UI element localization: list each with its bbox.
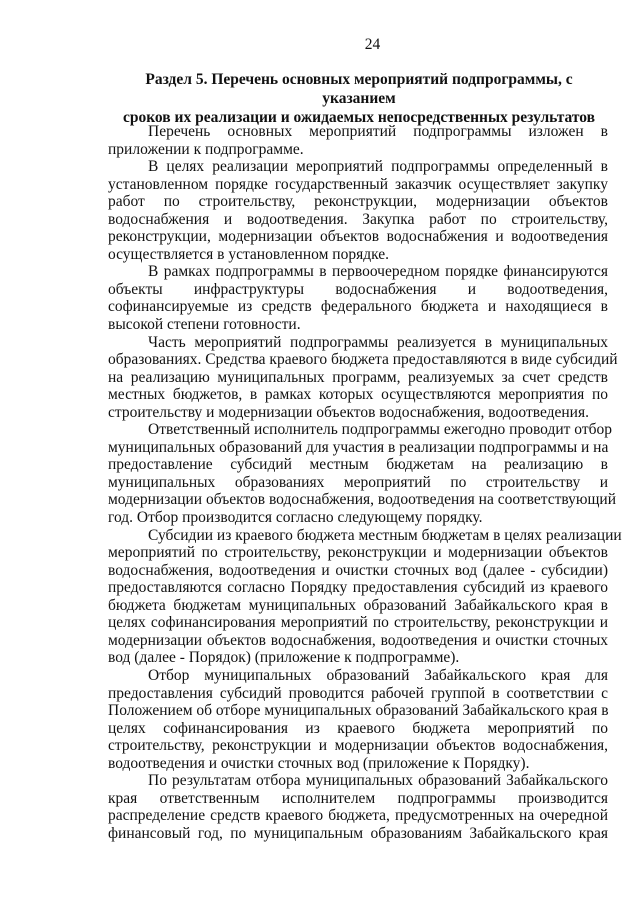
paragraph-line: строительству и модернизации объектов водоснабжения, водоотведения. xyxy=(108,403,589,421)
paragraph-line: осуществляется в установленном порядке. xyxy=(108,245,389,263)
paragraph-line: модернизации объектов водоснабжения, водоотведения на соответствующий xyxy=(108,491,617,509)
paragraph-line: водоснабжения и водоотведения. Закупка работ по строительству, xyxy=(108,210,608,228)
paragraph-line: строительству, реконструкции и модернизации объектов водоснабжения, xyxy=(108,737,608,755)
paragraph-line: муниципальных образований для участия в реализации подпрограммы и на xyxy=(108,438,609,456)
paragraph xyxy=(108,123,608,158)
paragraph xyxy=(108,421,617,527)
paragraph-line: приложении к подпрограмме. xyxy=(108,140,304,158)
paragraph-line: на реализацию муниципальных программ, реализуемых за счет средств xyxy=(108,368,608,386)
paragraph-line: Субсидии из краевого бюджета местным бюджетам в целях реализации xyxy=(148,526,622,544)
section-title-line: Раздел 5. Перечень основных мероприятий подпрограммы, с указанием xyxy=(145,71,573,107)
paragraph-line: целях софинансирования мероприятий по строительству, реконструкции и xyxy=(108,614,608,632)
paragraph xyxy=(108,333,618,422)
paragraph-line: вод (далее - Порядок) (приложение к подпрограмме). xyxy=(108,649,460,667)
paragraph xyxy=(108,158,608,263)
paragraph-line: реконструкции, модернизации объектов водоснабжения и водоотведения xyxy=(108,228,608,246)
paragraph-line: мероприятий по строительству, реконструкции и модернизации объектов xyxy=(108,544,608,562)
paragraph-line: установленном порядке государственный заказчик осуществляет закупку xyxy=(108,175,608,193)
paragraph xyxy=(108,526,622,667)
paragraph-line: В целях реализации мероприятий подпрограммы определенный в xyxy=(148,158,608,176)
paragraph-line: По результатам отбора муниципальных образований Забайкальского xyxy=(148,772,608,790)
paragraph-line: год. Отбор производится согласно следующему порядку. xyxy=(108,509,483,527)
document-body xyxy=(108,123,622,842)
paragraph-line: объекты инфраструктуры водоснабжения и водоотведения, xyxy=(108,280,608,298)
paragraph-line: предоставление субсидий местным бюджетам на реализацию в xyxy=(108,456,608,474)
paragraph-line: Часть мероприятий подпрограммы реализуется в муниципальных xyxy=(148,333,608,351)
paragraph-line: работ по строительству, реконструкции, модернизации объектов xyxy=(108,193,608,211)
paragraph xyxy=(108,772,608,842)
paragraph-line: предоставляются согласно Порядку предоставления субсидий из краевого xyxy=(108,579,608,597)
paragraph-line: распределение средств краевого бюджета, предусмотренных на очередной xyxy=(108,807,608,825)
paragraph-line: высокой степени готовности. xyxy=(108,316,301,334)
paragraph-line: водоотведения и очистки сточных вод (приложение к Порядку). xyxy=(108,754,530,772)
section-title xyxy=(108,70,610,127)
paragraph-line: софинансируемые из средств федерального бюджета и находящиеся в xyxy=(108,298,608,316)
paragraph-line: местных бюджетов, в рамках которых осуществляются мероприятия по xyxy=(108,386,608,404)
paragraph-line: Перечень основных мероприятий подпрограммы изложен в xyxy=(148,123,608,140)
paragraph xyxy=(108,667,608,772)
paragraph-line: модернизации объектов водоснабжения, водоотведения и очистки сточных xyxy=(108,631,608,649)
paragraph-line: Положением об отборе муниципальных образований Забайкальского края в xyxy=(108,702,609,720)
paragraph-line: Ответственный исполнитель подпрограммы ежегодно проводит отбор xyxy=(148,421,613,439)
paragraph-line: целях софинансирования из краевого бюджета мероприятий по xyxy=(108,719,608,737)
paragraph-line: муниципальных образованиях мероприятий по строительству и xyxy=(108,473,608,491)
paragraph xyxy=(108,263,608,333)
paragraph-line: предоставления субсидий проводится рабочей группой в соответствии с xyxy=(108,684,608,702)
paragraph-line: Отбор муниципальных образований Забайкальского края для xyxy=(148,666,608,684)
paragraph-line: финансовый год, по муниципальным образованиям Забайкальского края xyxy=(108,824,608,842)
paragraph-line: водоснабжения, водоотведения и очистки сточных вод (далее - субсидии) xyxy=(108,561,608,579)
paragraph-line: края ответственным исполнителем подпрограммы производится xyxy=(108,789,608,807)
section-title-line: сроков их реализации и ожидаемых непосредственных результатов xyxy=(122,109,596,126)
page-number: 24 xyxy=(364,36,381,53)
paragraph-line: В рамках подпрограммы в первоочередном порядке финансируются xyxy=(148,263,608,281)
paragraph-line: образованиях. Средства краевого бюджета предоставляются в виде субсидий xyxy=(108,351,618,369)
paragraph-line: бюджета бюджетам муниципальных образований Забайкальского края в xyxy=(108,596,608,614)
